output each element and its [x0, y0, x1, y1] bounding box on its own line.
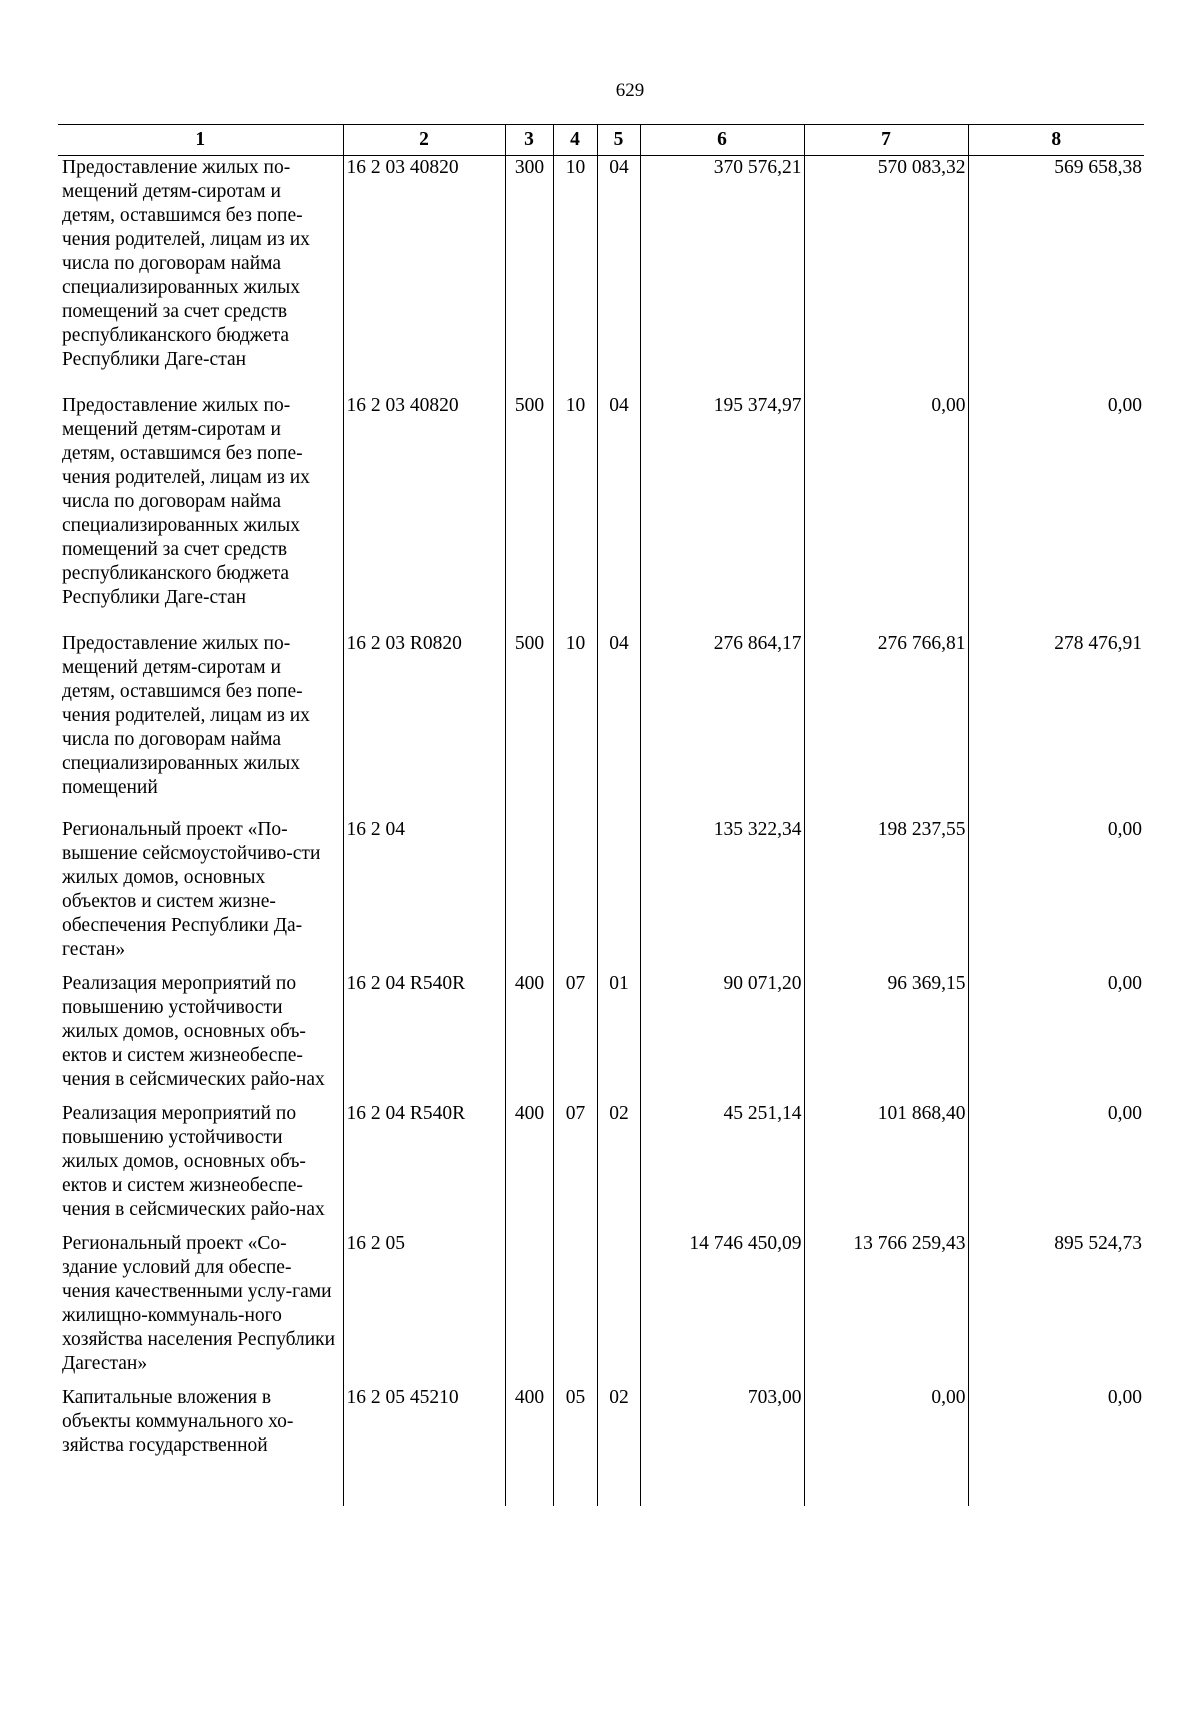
row-name: Региональный проект «Со-здание условий для обеспе-чения качественными услу-гами жилищно-коммуналь-ного хозяйства населения Республики Дагестан» — [62, 1233, 336, 1374]
row-col8: 0,00 — [968, 818, 1144, 972]
row-col3: 400 — [505, 1386, 553, 1506]
column-header: 4 — [553, 125, 597, 156]
table-row — [58, 632, 1144, 818]
row-code: 16 2 04 R540R — [343, 1102, 505, 1232]
row-col6: 14 746 450,09 — [640, 1232, 804, 1386]
row-col5: 04 — [597, 394, 640, 632]
row-col3 — [505, 818, 553, 972]
row-col8: 278 476,91 — [968, 632, 1144, 818]
row-col8: 895 524,73 — [968, 1232, 1144, 1386]
row-col4: 07 — [553, 972, 597, 1102]
row-col5: 02 — [597, 1102, 640, 1232]
row-col8: 0,00 — [968, 972, 1144, 1102]
column-header: 5 — [597, 125, 640, 156]
table-row — [58, 394, 1144, 632]
table-row — [58, 156, 1144, 395]
row-name: Реализация мероприятий по повышению устойчивости жилых домов, основных объ-ектов и систем жизнеобеспе-чения в сейсмических райо-нах — [62, 1103, 325, 1220]
row-name: Предоставление жилых по-мещений детям-сиротам и детям, оставшимся без попе-чения родителей, лицам из их числа по договорам найма специализированных жилых помещений — [62, 633, 310, 798]
page-number: 629 — [615, 80, 645, 101]
row-col6: 90 071,20 — [640, 972, 804, 1102]
column-header: 2 — [343, 125, 505, 156]
row-col6: 276 864,17 — [640, 632, 804, 818]
row-col4: 05 — [553, 1386, 597, 1506]
table-row — [58, 1232, 1144, 1386]
row-name: Региональный проект «По-вышение сейсмоустойчиво-сти жилых домов, основных объектов и систем жизне-обеспечения Республики Да-гестан» — [62, 819, 321, 960]
row-col3: 400 — [505, 1102, 553, 1232]
row-name: Капитальные вложения в объекты коммунального хо-зяйства государственной — [62, 1387, 294, 1456]
row-col7: 276 766,81 — [804, 632, 968, 818]
row-col5 — [597, 818, 640, 972]
row-name: Предоставление жилых по-мещений детям-сиротам и детям, оставшимся без попе-чения родителей, лицам из их числа по договорам найма специализированных жилых помещений за счет средств республиканского бюджета Республики Даге-стан — [62, 157, 310, 370]
row-col7: 198 237,55 — [804, 818, 968, 972]
row-col8: 569 658,38 — [968, 156, 1144, 395]
row-col4 — [553, 1232, 597, 1386]
row-col7: 0,00 — [804, 1386, 968, 1506]
table-row — [58, 1386, 1144, 1506]
row-col6: 703,00 — [640, 1386, 804, 1506]
row-col7: 0,00 — [804, 394, 968, 632]
row-code: 16 2 03 R0820 — [343, 632, 505, 818]
row-col3: 500 — [505, 394, 553, 632]
row-col6: 370 576,21 — [640, 156, 804, 395]
column-header: 3 — [505, 125, 553, 156]
row-col5: 04 — [597, 156, 640, 395]
row-code: 16 2 05 45210 — [343, 1386, 505, 1506]
row-name: Реализация мероприятий по повышению устойчивости жилых домов, основных объ-ектов и систем жизнеобеспе-чения в сейсмических райо-нах — [62, 973, 325, 1090]
budget-table — [58, 124, 1144, 1506]
row-col3: 300 — [505, 156, 553, 395]
row-col5: 04 — [597, 632, 640, 818]
row-col6: 135 322,34 — [640, 818, 804, 972]
row-name: Предоставление жилых по-мещений детям-сиротам и детям, оставшимся без попе-чения родителей, лицам из их числа по договорам найма специализированных жилых помещений за счет средств республиканского бюджета Республики Даге-стан — [62, 395, 310, 608]
column-header: 8 — [968, 125, 1144, 156]
row-col7: 13 766 259,43 — [804, 1232, 968, 1386]
row-col8: 0,00 — [968, 1102, 1144, 1232]
row-col6: 195 374,97 — [640, 394, 804, 632]
row-col3: 500 — [505, 632, 553, 818]
row-col4: 10 — [553, 394, 597, 632]
table-row — [58, 972, 1144, 1102]
header-row — [58, 125, 1144, 156]
row-col8: 0,00 — [968, 394, 1144, 632]
row-code: 16 2 04 — [343, 818, 505, 972]
table-row — [58, 1102, 1144, 1232]
row-code: 16 2 04 R540R — [343, 972, 505, 1102]
row-col3 — [505, 1232, 553, 1386]
column-header: 7 — [804, 125, 968, 156]
row-col4: 07 — [553, 1102, 597, 1232]
row-code: 16 2 03 40820 — [343, 394, 505, 632]
row-col8: 0,00 — [968, 1386, 1144, 1506]
row-col7: 96 369,15 — [804, 972, 968, 1102]
row-col4: 10 — [553, 156, 597, 395]
row-col6: 45 251,14 — [640, 1102, 804, 1232]
table-row — [58, 818, 1144, 972]
row-col5 — [597, 1232, 640, 1386]
row-col4 — [553, 818, 597, 972]
row-col7: 570 083,32 — [804, 156, 968, 395]
row-col3: 400 — [505, 972, 553, 1102]
row-code: 16 2 05 — [343, 1232, 505, 1386]
row-col7: 101 868,40 — [804, 1102, 968, 1232]
row-col5: 01 — [597, 972, 640, 1102]
row-col4: 10 — [553, 632, 597, 818]
row-code: 16 2 03 40820 — [343, 156, 505, 395]
row-col5: 02 — [597, 1386, 640, 1506]
column-header: 1 — [58, 125, 343, 156]
column-header: 6 — [640, 125, 804, 156]
